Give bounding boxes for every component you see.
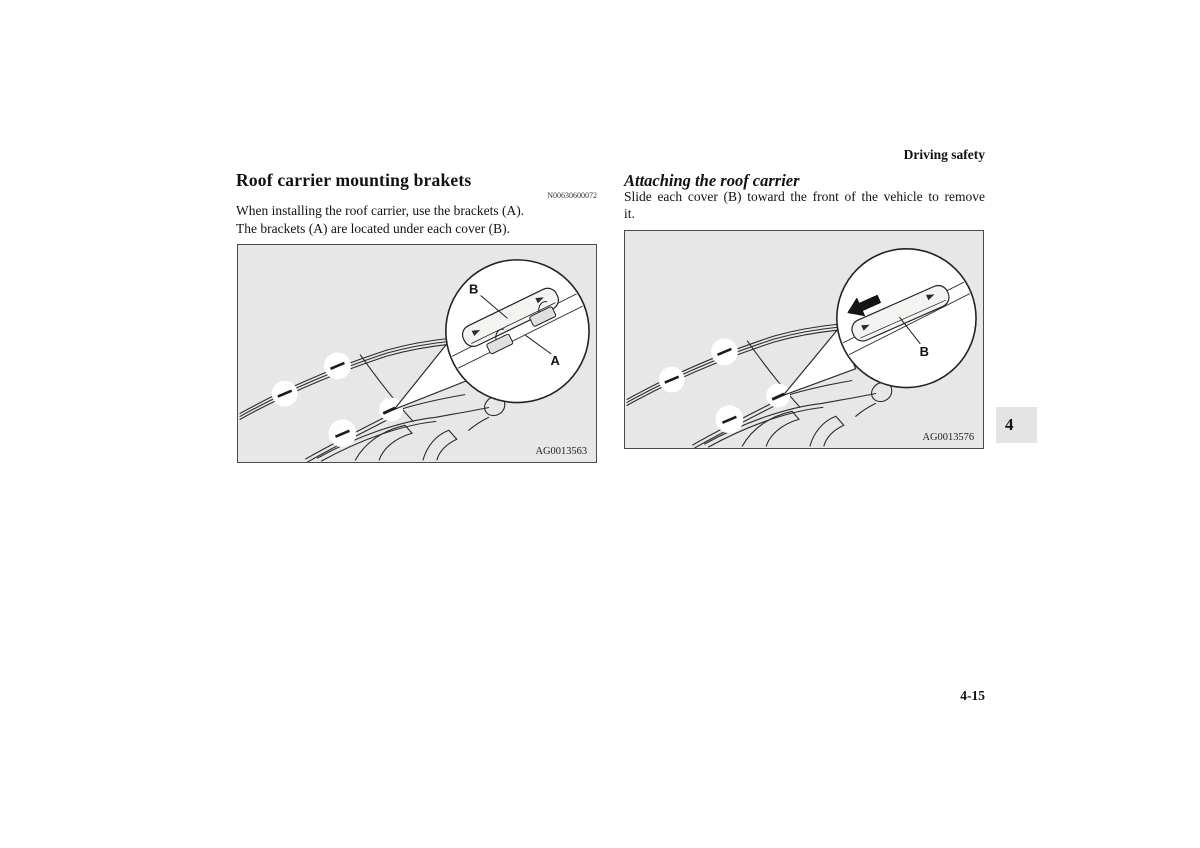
body-text-left	[236, 202, 608, 237]
body-line: The brackets (A) are located under each cover (B).	[236, 220, 510, 236]
figure-roof-brackets	[237, 244, 597, 463]
figure-attach-carrier	[624, 230, 984, 449]
car-illustration	[625, 231, 983, 448]
figure-code: AG0013576	[922, 432, 975, 444]
label-b: B	[469, 281, 479, 297]
body-text-right	[624, 189, 985, 222]
running-header: Driving safety	[903, 147, 985, 162]
body-line: it.	[624, 205, 635, 221]
body-line: When installing the roof carrier, use the brackets (A).	[236, 203, 525, 218]
section-heading-roof-brackets: Roof carrier mounting brakets	[236, 170, 472, 190]
body-line: Slide each cover (B) toward the front of the vehicle to remove	[624, 189, 985, 204]
section-ref-code: N00630600072	[547, 191, 597, 200]
chapter-tab: 4	[996, 407, 1037, 443]
page-number: 4-15	[960, 688, 985, 703]
label-b: B	[919, 343, 929, 359]
figure-code: AG0013563	[535, 446, 588, 458]
section-heading-attaching: Attaching the roof carrier	[624, 171, 800, 190]
car-illustration	[238, 245, 596, 462]
label-a: A	[550, 352, 560, 368]
